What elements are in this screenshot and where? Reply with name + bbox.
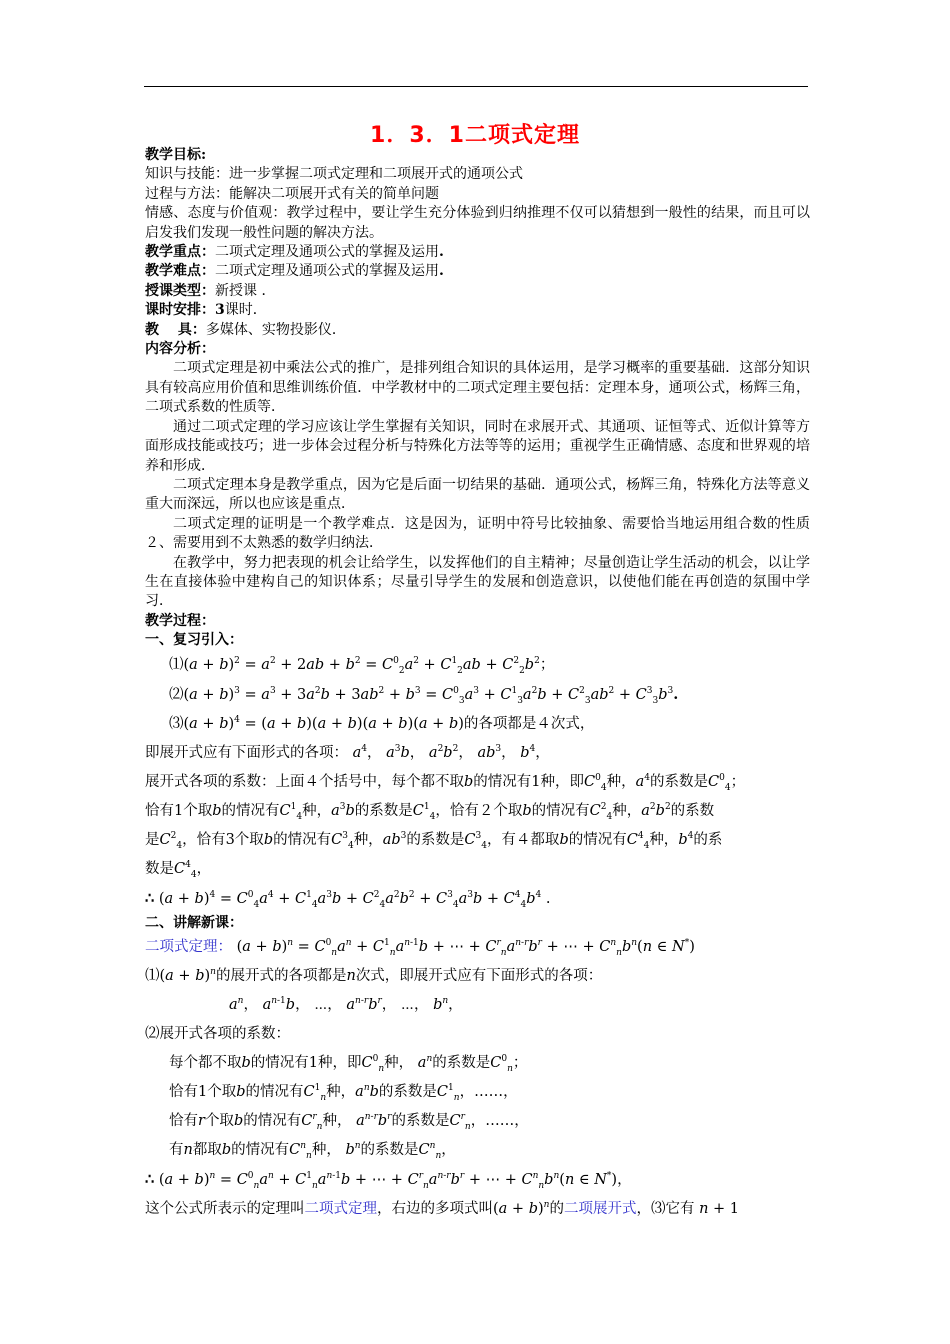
diff-text: 二项式定理及通项公式的掌握及运用 [215, 263, 439, 280]
theorem-line: 二项式定理： $(a + b)^n = C^0_na^n + C^1_na^{n-1}b$ + ⋯ + $C^r_na^{n-r}b^r$ + ⋯ + $C^n_nb^n(n$ ∈ N*) [145, 938, 695, 958]
key-point: 教学重点：二项式定理及通项公式的掌握及运用. [145, 244, 444, 261]
difficulty: 教学难点：二项式定理及通项公式的掌握及运用. [145, 263, 444, 280]
goals-heading: 教学目标: [145, 147, 207, 163]
document-body [145, 146, 810, 1224]
expansion-4: ∴ $(a + b)^4 = C^0_4a^4 + C^1_4a^3b + C^2_4a^2b^2 + C^3_4a^3b + C^4_4b^4$ . [145, 889, 551, 910]
analysis-heading: 内容分析： [145, 341, 215, 358]
tools-text: 多媒体、实物投影仪． [205, 321, 346, 338]
coef-heading-general: ⑵展开式各项的系数： [145, 1025, 290, 1042]
lesson-type [145, 282, 810, 301]
goals-line-1: 知识与技能：进一步掌握二项式定理和二项展开式的通项公式 [145, 166, 523, 183]
coef-line-4: 数是$C^4_4$， [145, 859, 212, 880]
coef-line-2: 恰有1个取b的情况有$C^1_4$种，$a^3b$的系数是$C^1_4$，恰有２个取b的情况有$C^2_4$种，$a^2b^2$的系数 [145, 801, 715, 822]
expansion-n: ∴ $(a + b)^n = C^0_na^n + C^1_na^{n-1}b$ + ⋯ + $C^r_na^{n-r}b^r$ + ⋯ + $C^n_nb^n(n$ ∈ N*)， [145, 1170, 632, 1191]
general-coef-4: 有n都取b的情况有$C^n_n$种， $b^n$的系数是$C^n_n$， [169, 1141, 456, 1161]
general-coef-1: 每个都不取b的情况有1种，即$C^0_n$种， $a^n$的系数是$C^0_n$； [169, 1054, 528, 1074]
process-heading: 教学过程： [145, 612, 215, 629]
goals-line-3: 情感、态度与价值观：教学过程中，要让学生充分体验到归纳推理不仅可以猜想到一般性的结果，而且可以启发我们发现一般性问题的解决方法。 [145, 205, 810, 241]
analysis-paragraph-4: 二项式定理的证明是一个教学难点．这是因为，证明中符号比较抽象、需要恰当地运用组合数的性质２、需要用到不太熟悉的数学归纳法． [145, 515, 810, 552]
coef-line-3: 是$C^2_4$，恰有3个取b的情况有$C^3_4$种，$ab^3$的系数是$C^3_4$，有４都取b的情况有$C^4_4$种，$b^4$的系 [145, 830, 723, 851]
key-text: 二项式定理及通项公式的掌握及运用 [215, 244, 439, 261]
equation-1: ⑴(a + $b)^2 = a^2 + 2ab + b^2 = C^0_2a^2 + C^1_2ab + C^2_2b^2$； [169, 655, 555, 676]
page-title: 1．3．1二项式定理 [370, 123, 580, 148]
header-rule [144, 86, 808, 87]
review-heading: 一、复习引入： [145, 632, 243, 649]
coef-line-1: 展开式各项的系数：上面４个括号中，每个都不取b的情况有1种，即$C^0_4$种，$a^4$的系数是$C^0_4$； [145, 772, 746, 793]
hours [145, 301, 810, 320]
diff-label: 教学难点： [145, 263, 215, 280]
analysis-paragraph-2: 通过二项式定理的学习应该让学生掌握有关知识，同时在求展开式、其通项、证恒等式、近似计算等方面形成技能或技巧；进一步体会过程分析与特殊化方法等等的运用；重视学生正确情感、态度和世界观的培养和形成． [145, 418, 810, 474]
terms-line: 即展开式应有下面形式的各项： $a^4$， $a^3b$， $a^2b^2$， $ab^3$， $b^4$， [145, 743, 550, 761]
general-terms: $a^n$， $a^{n-1}b$， ⋯， $a^{n-r}b^r$， ⋯， $b^n$， [229, 996, 463, 1013]
tools [145, 321, 810, 340]
goals-line-2: 过程与方法：能解决二项展开式有关的简单问题 [145, 185, 439, 202]
general-terms-intro: ⑴(a + b)$^n$的展开式的各项都是n次式，即展开式应有下面形式的各项： [145, 967, 603, 984]
hours-num: 3 [215, 302, 225, 319]
type-text: 新授课 ． [215, 282, 276, 299]
theorem-label: 二项式定理： [145, 938, 232, 955]
key-label: 教学重点： [145, 244, 215, 261]
analysis-paragraph-1: 二项式定理是初中乘法公式的推广，是排列组合知识的具体运用，是学习概率的重要基础．这部分知识具有较高应用价值和思维训练价值．中学教材中的二项式定理主要包括：定理本身，通项公式，杨辉三角，二项式系数的性质等． [145, 360, 810, 416]
tools-label: 教 具： [145, 321, 206, 338]
analysis-paragraph-3: 二项式定理本身是教学重点，因为它是后面一切结果的基础．通项公式，杨辉三角，特殊化方法等意义重大而深远，所以也应该是重点． [145, 476, 810, 513]
general-coef-3: 恰有r个取b的情况有$C^r_n$种， $a^{n-r}b^r$的系数是$C^r_n$，……， [169, 1112, 529, 1132]
hours-label: 课时安排： [145, 302, 215, 319]
analysis-paragraph-5: 在教学中，努力把表现的机会让给学生，以发挥他们的自主精神；尽量创造让学生活动的机会，以让学生在直接体验中建构自己的知识体系；尽量引导学生的发展和创造意识，以使他们能在再创造的氛围中学习． [145, 554, 810, 610]
type-label: 授课类型： [145, 282, 215, 299]
hours-text: 课时． [224, 302, 267, 319]
new-lesson-heading: 二、讲解新课： [145, 914, 243, 931]
equation-2: ⑵(a + $b)^3 = a^3 + 3a^2b + 3ab^2 + b^3 = C^0_3a^3 + C^1_3a^2b + C^2_3ab^2 + C^3_3b^3$. [169, 685, 679, 706]
equation-3: ⑶(a + b)$^4$ = (a + b)(a + b)(a + b)(a + b)的各项都是４次式， [169, 714, 595, 732]
general-coef-2: 恰有1个取b的情况有$C^1_n$种，$a^nb$的系数是$C^1_n$，……， [169, 1083, 518, 1103]
final-line: 这个公式所表示的定理叫二项式定理，右边的多项式叫$(a + b)^n$的二项展开式，⑶它有 n + 1 [145, 1200, 740, 1217]
